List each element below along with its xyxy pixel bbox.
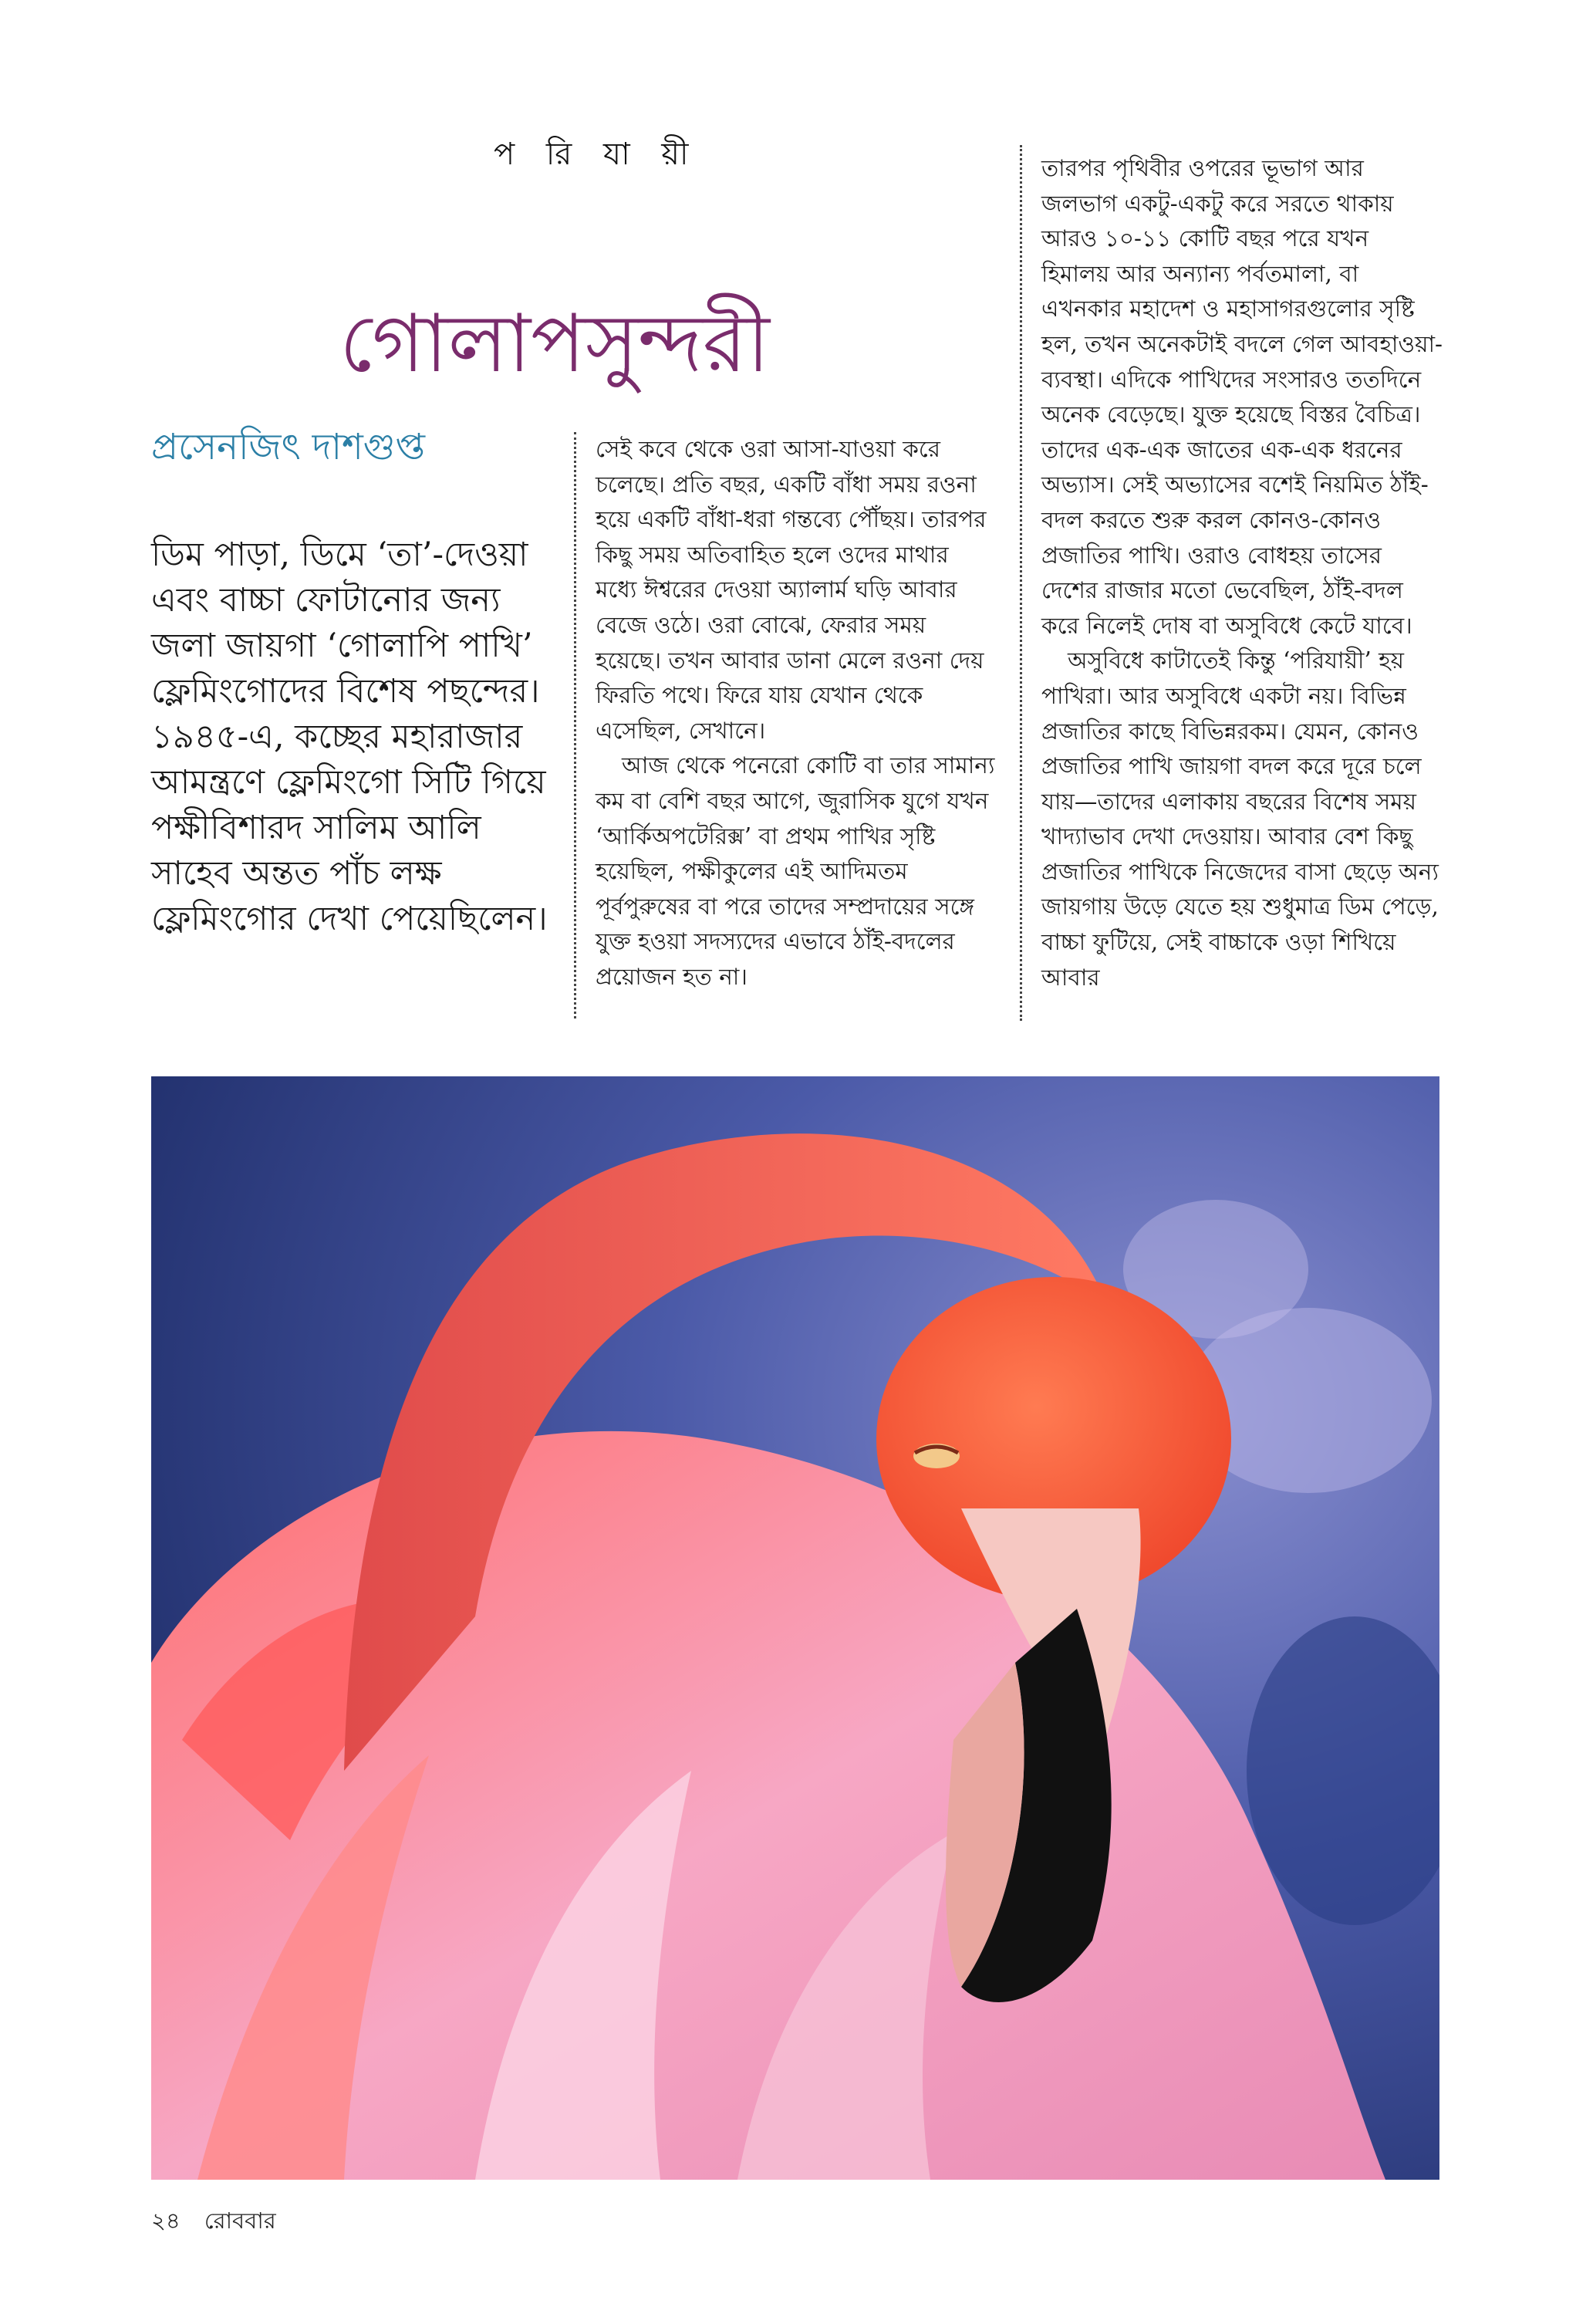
body-column-2: [596, 432, 997, 995]
column-divider: [1020, 145, 1022, 1021]
body-paragraph: সেই কবে থেকে ওরা আসা-যাওয়া করে চলেছে। প্রতি বছর, একটি বাঁধা সময় রওনা হয়ে একটি বাঁধা-ধরা গন্তব্যে পৌঁছয়। তারপর কিছু সময় অতিবাহিত হলে ওদের মাথার মধ্যে ঈশ্বরের দেওয়া অ্যালার্ম ঘড়ি আবার বেজে ওঠে। ওরা বোঝে, ফেরার সময় হয়েছে। তখন আবার ডানা মেলে রওনা দেয় ফিরতি পথে। ফিরে যায় যেখান থেকে এসেছিল, সেখানে।: [596, 436, 987, 744]
author-byline: প্রসেনজিৎ দাশগুপ্ত: [151, 426, 426, 468]
body-paragraph: আজ থেকে পনেরো কোটি বা তার সামান্য কম বা বেশি বছর আগে, জুরাসিক যুগে যখন ‘আর্কিঅপটেরিক্স’ বা প্রথম পাখির সৃষ্টি হয়েছিল, পক্ষীকুলের এই আদিমতম পূর্বপুরুষের বা পরে তাদের সম্প্রদায়ের সঙ্গে যুক্ত হওয়া সদস্যদের এভাবে ঠাঁই-বদলের প্রয়োজন হত না।: [596, 752, 995, 990]
flamingo-photo: [151, 1076, 1439, 2180]
flamingo-illustration: [151, 1076, 1439, 2180]
body-column-3: [1041, 151, 1443, 995]
column-divider: [574, 432, 576, 1018]
body-paragraph: অসুবিধে কাটাতেই কিন্তু ‘পরিযায়ী’ হয় পাখিরা। আর অসুবিধে একটা নয়। বিভিন্ন প্রজাতির কাছে বিভিন্নরকম। যেমন, কোনও প্রজাতির পাখি জায়গা বদল করে দূরে চলে যায়—তাদের এলাকায় বছরের বিশেষ সময় খাদ্যাভাব দেখা দেওয়ায়। আবার বেশ কিছু প্রজাতির পাখিকে নিজেদের বাসা ছেড়ে অন্য জায়গায় উড়ে যেতে হয় শুধুমাত্র ডিম পেড়ে, বাচ্চা ফুটিয়ে, সেই বাচ্চাকে ওড়া শিখিয়ে আবার: [1041, 647, 1439, 991]
page-footer: [151, 2204, 276, 2241]
magazine-name: রোববার: [204, 2207, 276, 2234]
article-title: গোলাপসুন্দরী: [339, 296, 770, 390]
lead-paragraph: ডিম পাড়া, ডিমে ‘তা’-দেওয়া এবং বাচ্চা ফোটানোর জন্য জলা জায়গা ‘গোলাপি পাখি’ ফ্লেমিংগোদের বিশেষ পছন্দের। ১৯৪৫-এ, কচ্ছের মহারাজার আমন্ত্রণে ফ্লেমিংগো সিটি গিয়ে পক্ষীবিশারদ সালিম আলি সাহেব অন্তত পাঁচ লক্ষ ফ্লেমিংগোর দেখা পেয়েছিলেন।: [151, 535, 548, 938]
body-paragraph: তারপর পৃথিবীর ওপরের ভূভাগ আর জলভাগ একটু-একটু করে সরতে থাকায় আরও ১০-১১ কোটি বছর পরে যখন হিমালয় আর অন্যান্য পর্বতমালা, বা এখনকার মহাদেশ ও মহাসাগরগুলোর সৃষ্টি হল, তখন অনেকটাই বদলে গেল আবহাওয়া-ব্যবস্থা। এদিকে পাখিদের সংসারও ততদিনে অনেক বেড়েছে। যুক্ত হয়েছে বিস্তর বৈচিত্র। তাদের এক-এক জাতের এক-এক ধরনের অভ্যাস। সেই অভ্যাসের বশেই নিয়মিত ঠাঁই-বদল করতে শুরু করল কোনও-কোনও প্রজাতির পাখি। ওরাও বোধহয় তাসের দেশের রাজার মতো ভেবেছিল, ঠাঁই-বদল করে নিলেই দোষ বা অসুবিধে কেটে যাবে।: [1041, 155, 1443, 639]
section-label: প রি যা য়ী: [494, 137, 700, 172]
page-number: ২৪: [151, 2207, 181, 2234]
